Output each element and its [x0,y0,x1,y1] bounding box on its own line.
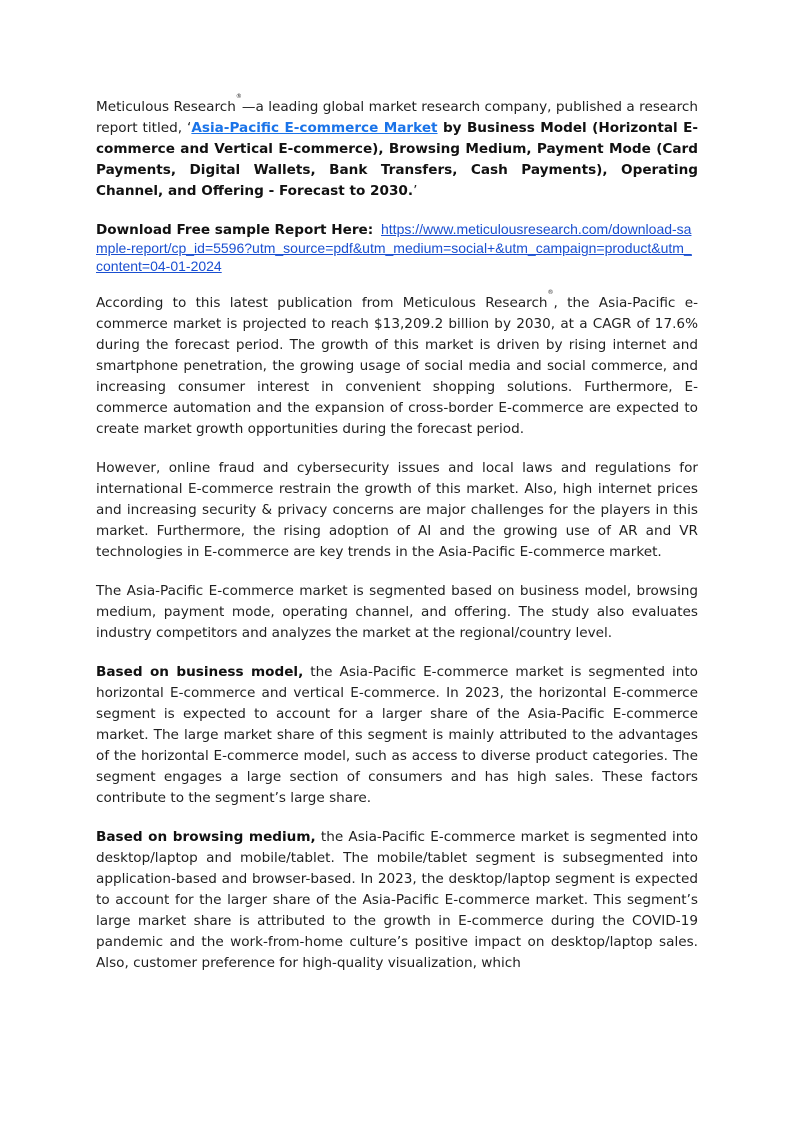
intro-text-mid: —a leading global market research company, published a research report titled, ‘ [96,99,698,136]
browsing-medium-lead: Based on browsing medium, [96,829,316,845]
forecast-text-start: According to this latest publication from Meticulous Research [96,295,548,311]
registered-mark: ® [547,289,554,296]
business-model-lead: Based on business model, [96,664,304,680]
intro-closing-quote: ’ [413,183,418,199]
report-title-bold: by Business Model (Horizontal E-commerce and Vertical E-commerce), Browsing Medium, Payment Mode (Card Payments, Digital Wallets, Bank Transfers, Cash Payments), Operating Channel, and Offering - Forecast to 2030. [96,120,698,199]
forecast-text-rest: , the Asia-Pacific e-commerce market is projected to reach $13,209.2 billion by 2030, at a CAGR of 17.6% during the forecast period. The growth of this market is driven by rising internet and smartphone penetration, the growing usage of social media and social commerce, and increasing consumer interest in convenient shopping solutions. Furthermore, E-commerce automation and the expansion of cross-border E-commerce are expected to create market growth opportunities during the forecast period. [96,295,698,437]
browsing-medium-text: the Asia-Pacific E-commerce market is segmented into desktop/laptop and mobile/tablet. The mobile/tablet segment is subsegmented into application-based and browser-based. In 2023, the desktop/laptop segment is expected to account for the larger share of the Asia-Pacific E-commerce market. This segment’s large market share is attributed to the growth in E-commerce during the COVID-19 pandemic and the work-from-home culture’s positive impact on desktop/laptop sales. Also, customer preference for high-quality visualization, which [96,829,699,971]
download-sample-label: Download Free sample Report Here: [96,222,374,238]
intro-paragraph [96,93,698,202]
download-sample-block [96,220,698,275]
business-model-paragraph [96,662,698,809]
forecast-paragraph [96,289,698,440]
intro-text-start: Meticulous Research [96,99,236,115]
registered-mark: ® [235,93,242,100]
business-model-text: the Asia-Pacific E-commerce market is segmented into horizontal E-commerce and vertical E-commerce. In 2023, the horizontal E-commerce segment is expected to account for a larger share of the Asia-Pacific E-commerce market. The large market share of this segment is mainly attributed to the advantages of the horizontal E-commerce model, such as access to diverse product categories. The segment engages a large section of consumers and has high sales. These factors contribute to the segment’s large share. [96,664,698,806]
report-title-link[interactable]: Asia-Pacific E-commerce Market [191,120,438,136]
document-page [96,93,699,992]
browsing-medium-paragraph [96,827,698,974]
segments-paragraph: The Asia-Pacific E-commerce market is segmented based on business model, browsing medium, payment mode, operating channel, and offering. The study also evaluates industry competitors and analyzes the market at the regional/country level. [96,583,698,641]
download-sample-link[interactable]: https://www.meticulousresearch.com/download-sample-report/cp_id=5596?utm_source=pdf&utm_medium=social+&utm_campaign=product&utm_content=04-01-2024 [96,221,692,274]
challenges-paragraph: However, online fraud and cybersecurity issues and local laws and regulations for international E-commerce restrain the growth of this market. Also, high internet prices and increasing security & privacy concerns are major challenges for the players in this market. Furthermore, the rising adoption of AI and the growing use of AR and VR technologies in E-commerce are key trends in the Asia-Pacific E-commerce market. [96,460,698,560]
